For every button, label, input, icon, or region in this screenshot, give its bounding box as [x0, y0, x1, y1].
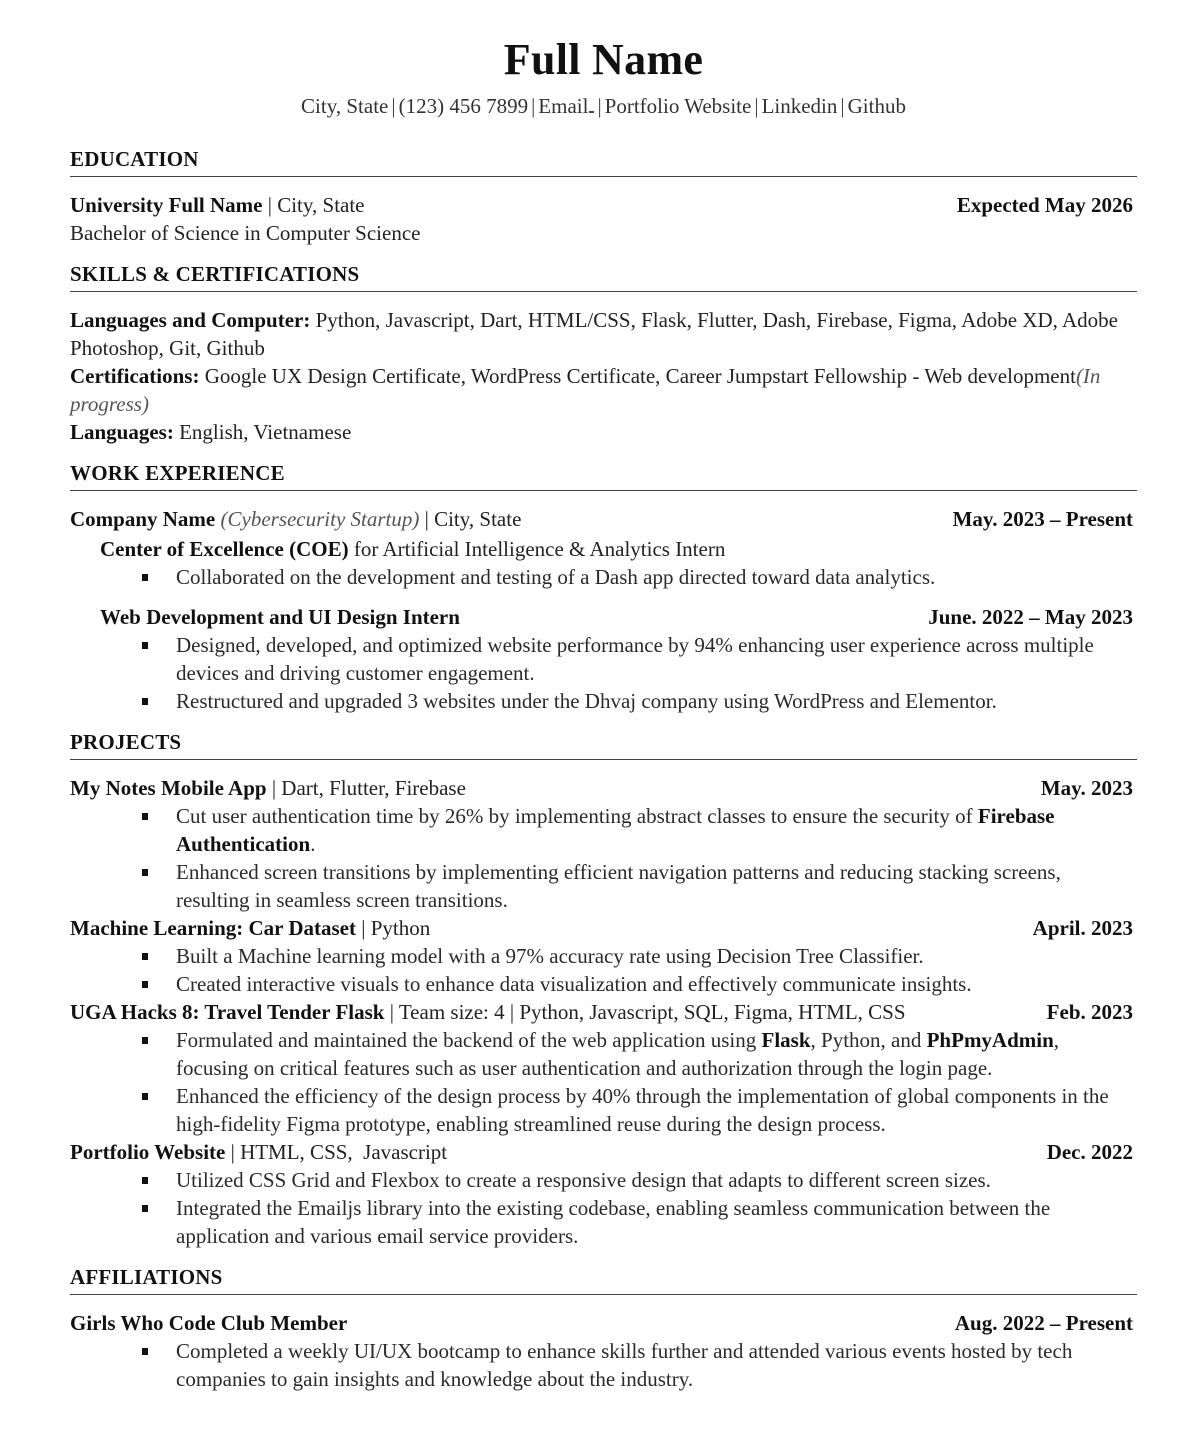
- bullet-bold-text: Firebase Authentication: [176, 804, 1055, 856]
- section-title-skills: SKILLS & CERTIFICATIONS: [70, 261, 1137, 292]
- project-tech: Dart, Flutter, Firebase: [281, 776, 466, 800]
- skills-label: Languages and Computer:: [70, 308, 311, 332]
- bullet-text: Designed, developed, and optimized website performance by 94% enhancing user experience across multiple devices and driving customer engagement.: [176, 633, 1094, 685]
- education-row: [70, 191, 1137, 219]
- affiliation-bullets: [70, 1337, 1137, 1393]
- bullet-text: Enhanced the efficiency of the design process by 40% through the implementation of global components in the high-fidelity Figma prototype, enabling streamlined reuse during the design process.: [176, 1084, 1109, 1136]
- skills-label: Certifications:: [70, 364, 200, 388]
- bullet-item: [176, 1337, 1137, 1393]
- project-bullets: [70, 942, 1137, 998]
- bullet-item: [176, 802, 1137, 858]
- skills-item: [70, 418, 1137, 446]
- company-location: City, State: [434, 507, 522, 531]
- section-title-affiliations: AFFILIATIONS: [70, 1264, 1137, 1295]
- square-bullet-icon: [142, 1093, 148, 1100]
- square-bullet-icon: [142, 981, 148, 988]
- skills-section: [70, 261, 1137, 446]
- bullet-text: Cut user authentication time by 26% by implementing abstract classes to ensure the security of: [176, 804, 978, 828]
- square-bullet-icon: [142, 574, 148, 581]
- bullet-item: [176, 942, 1137, 970]
- skills-item: [70, 306, 1137, 362]
- company-date: May. 2023 – Present: [952, 507, 1133, 531]
- square-bullet-icon: [142, 1177, 148, 1184]
- project-tech: Python: [370, 916, 431, 940]
- role-bullets: [70, 631, 1137, 715]
- contact-linkedin-link[interactable]: Linkedin: [761, 94, 838, 118]
- pipe-separator: |: [424, 507, 429, 531]
- projects-section: [70, 729, 1137, 1250]
- square-bullet-icon: [142, 813, 148, 820]
- project-name: UGA Hacks 8: Travel Tender Flask: [70, 1000, 385, 1024]
- role-row: [70, 603, 1137, 631]
- contact-separator: |: [531, 94, 536, 118]
- role-title-rest: for Artificial Intelligence & Analytics Intern: [353, 537, 726, 561]
- contact-separator: |: [597, 94, 602, 118]
- company-row: [70, 505, 1137, 533]
- bullet-text: .: [310, 832, 316, 856]
- skills-value: Google UX Design Certificate, WordPress Certificate, Career Jumpstart Fellowship - Web development: [204, 364, 1076, 388]
- company-name: Company Name: [70, 507, 216, 531]
- education-section: [70, 146, 1137, 247]
- bullet-text: Created interactive visuals to enhance data visualization and effectively communicate insights.: [176, 972, 972, 996]
- role-row: [70, 535, 1137, 563]
- pipe-separator: |: [271, 776, 277, 800]
- contact-location: City, State: [301, 94, 389, 118]
- project-row: [70, 998, 1137, 1026]
- project-name: Portfolio Website: [70, 1140, 226, 1164]
- contact-phone: (123) 456 7899: [398, 94, 529, 118]
- role-title: Web Development and UI Design Intern: [100, 605, 460, 629]
- contact-github-link[interactable]: Github: [847, 94, 906, 118]
- bullet-bold-text: Flask: [761, 1028, 811, 1052]
- bullet-item: [176, 687, 1137, 715]
- skills-note: (In progress): [70, 364, 1101, 416]
- affiliations-section: [70, 1264, 1137, 1393]
- square-bullet-icon: [142, 953, 148, 960]
- project-date: Dec. 2022: [1046, 1140, 1133, 1164]
- company-note: (Cybersecurity Startup): [220, 507, 420, 531]
- project-name: My Notes Mobile App: [70, 776, 267, 800]
- skills-value: English, Vietnamese: [179, 420, 352, 444]
- pipe-separator: |: [361, 916, 366, 940]
- bullet-item: [176, 1194, 1137, 1250]
- affiliation-row: [70, 1309, 1137, 1337]
- bullet-text: Utilized CSS Grid and Flexbox to create a responsive design that adapts to different screen sizes.: [176, 1168, 991, 1192]
- bullet-item: [176, 1026, 1137, 1082]
- project-row: [70, 774, 1137, 802]
- square-bullet-icon: [142, 642, 148, 649]
- affiliation-date: Aug. 2022 – Present: [954, 1311, 1133, 1335]
- contact-separator: |: [754, 94, 759, 118]
- bullet-text: Built a Machine learning model with a 97% accuracy rate using Decision Tree Classifier.: [176, 944, 924, 968]
- section-title-work: WORK EXPERIENCE: [70, 460, 1137, 491]
- square-bullet-icon: [142, 869, 148, 876]
- bullet-text: Enhanced screen transitions by implementing efficient navigation patterns and reducing stacking screens, resulting in seamless screen transitions.: [176, 860, 1061, 912]
- bullet-text: , Python, and: [810, 1028, 927, 1052]
- skills-label: Languages:: [70, 420, 174, 444]
- school-name: University Full Name: [70, 193, 263, 217]
- contact-line: [70, 92, 1137, 120]
- skills-item: [70, 362, 1137, 418]
- bullet-text: Completed a weekly UI/UX bootcamp to enhance skills further and attended various events hosted by tech companies to gain insights and knowledge about the industry.: [176, 1339, 1073, 1391]
- square-bullet-icon: [142, 1348, 148, 1355]
- bullet-text: Collaborated on the development and testing of a Dash app directed toward data analytics.: [176, 565, 936, 589]
- contact-email-link[interactable]: Email: [538, 94, 589, 118]
- contact-portfolio-link[interactable]: Portfolio Website: [604, 94, 752, 118]
- square-bullet-icon: [142, 1037, 148, 1044]
- project-bullets: [70, 802, 1137, 914]
- role-date: June. 2022 – May 2023: [928, 605, 1133, 629]
- work-section: [70, 460, 1137, 715]
- resume-page: [70, 34, 1137, 1393]
- square-bullet-icon: [142, 698, 148, 705]
- bullet-item: [176, 1166, 1137, 1194]
- bullet-bold-text: PhPmyAdmin: [926, 1028, 1054, 1052]
- pipe-separator: |: [230, 1140, 235, 1164]
- role-bullets: [70, 563, 1137, 591]
- skills-value: Python, Javascript, Dart, HTML/CSS, Flask, Flutter, Dash, Firebase, Figma, Adobe XD, Adobe Photoshop, Git, Github: [70, 308, 1118, 360]
- project-tech: HTML, CSS, Javascript: [240, 1140, 448, 1164]
- bullet-item: [176, 631, 1137, 687]
- section-title-education: EDUCATION: [70, 146, 1137, 177]
- full-name: Full Name: [503, 35, 704, 84]
- bullet-item: [176, 858, 1137, 914]
- project-row: [70, 1138, 1137, 1166]
- contact-separator: |: [391, 94, 396, 118]
- bullet-text: Integrated the Emailjs library into the existing codebase, enabling seamless communication between the application and various email service providers.: [176, 1196, 1051, 1248]
- bullet-text: Restructured and upgraded 3 websites under the Dhvaj company using WordPress and Elementor.: [176, 689, 997, 713]
- project-bullets: [70, 1166, 1137, 1250]
- project-bullets: [70, 1026, 1137, 1138]
- pipe-separator: |: [267, 193, 272, 217]
- bullet-text: , focusing on critical features such as user authentication and authorization through the login page.: [176, 1028, 1060, 1080]
- section-title-projects: PROJECTS: [70, 729, 1137, 760]
- project-tech: Team size: 4 | Python, Javascript, SQL, Figma, HTML, CSS: [398, 1000, 906, 1024]
- affiliation-name: Girls Who Code Club Member: [70, 1311, 348, 1335]
- contact-separator: |: [840, 94, 845, 118]
- project-name: Machine Learning: Car Dataset: [70, 916, 356, 940]
- pipe-separator: |: [389, 1000, 394, 1024]
- bullet-item: [176, 970, 1137, 998]
- bullet-item: [176, 1082, 1137, 1138]
- project-row: [70, 914, 1137, 942]
- project-date: Feb. 2023: [1046, 1000, 1133, 1024]
- education-date: Expected May 2026: [956, 193, 1133, 217]
- bullet-text: Formulated and maintained the backend of the web application using: [176, 1028, 762, 1052]
- project-date: April. 2023: [1032, 916, 1133, 940]
- school-location: City, State: [277, 193, 365, 217]
- project-date: May. 2023: [1040, 776, 1133, 800]
- degree: Bachelor of Science in Computer Science: [70, 221, 421, 245]
- square-bullet-icon: [142, 1205, 148, 1212]
- bullet-item: [176, 563, 1137, 591]
- role-title: Center of Excellence (COE): [100, 537, 349, 561]
